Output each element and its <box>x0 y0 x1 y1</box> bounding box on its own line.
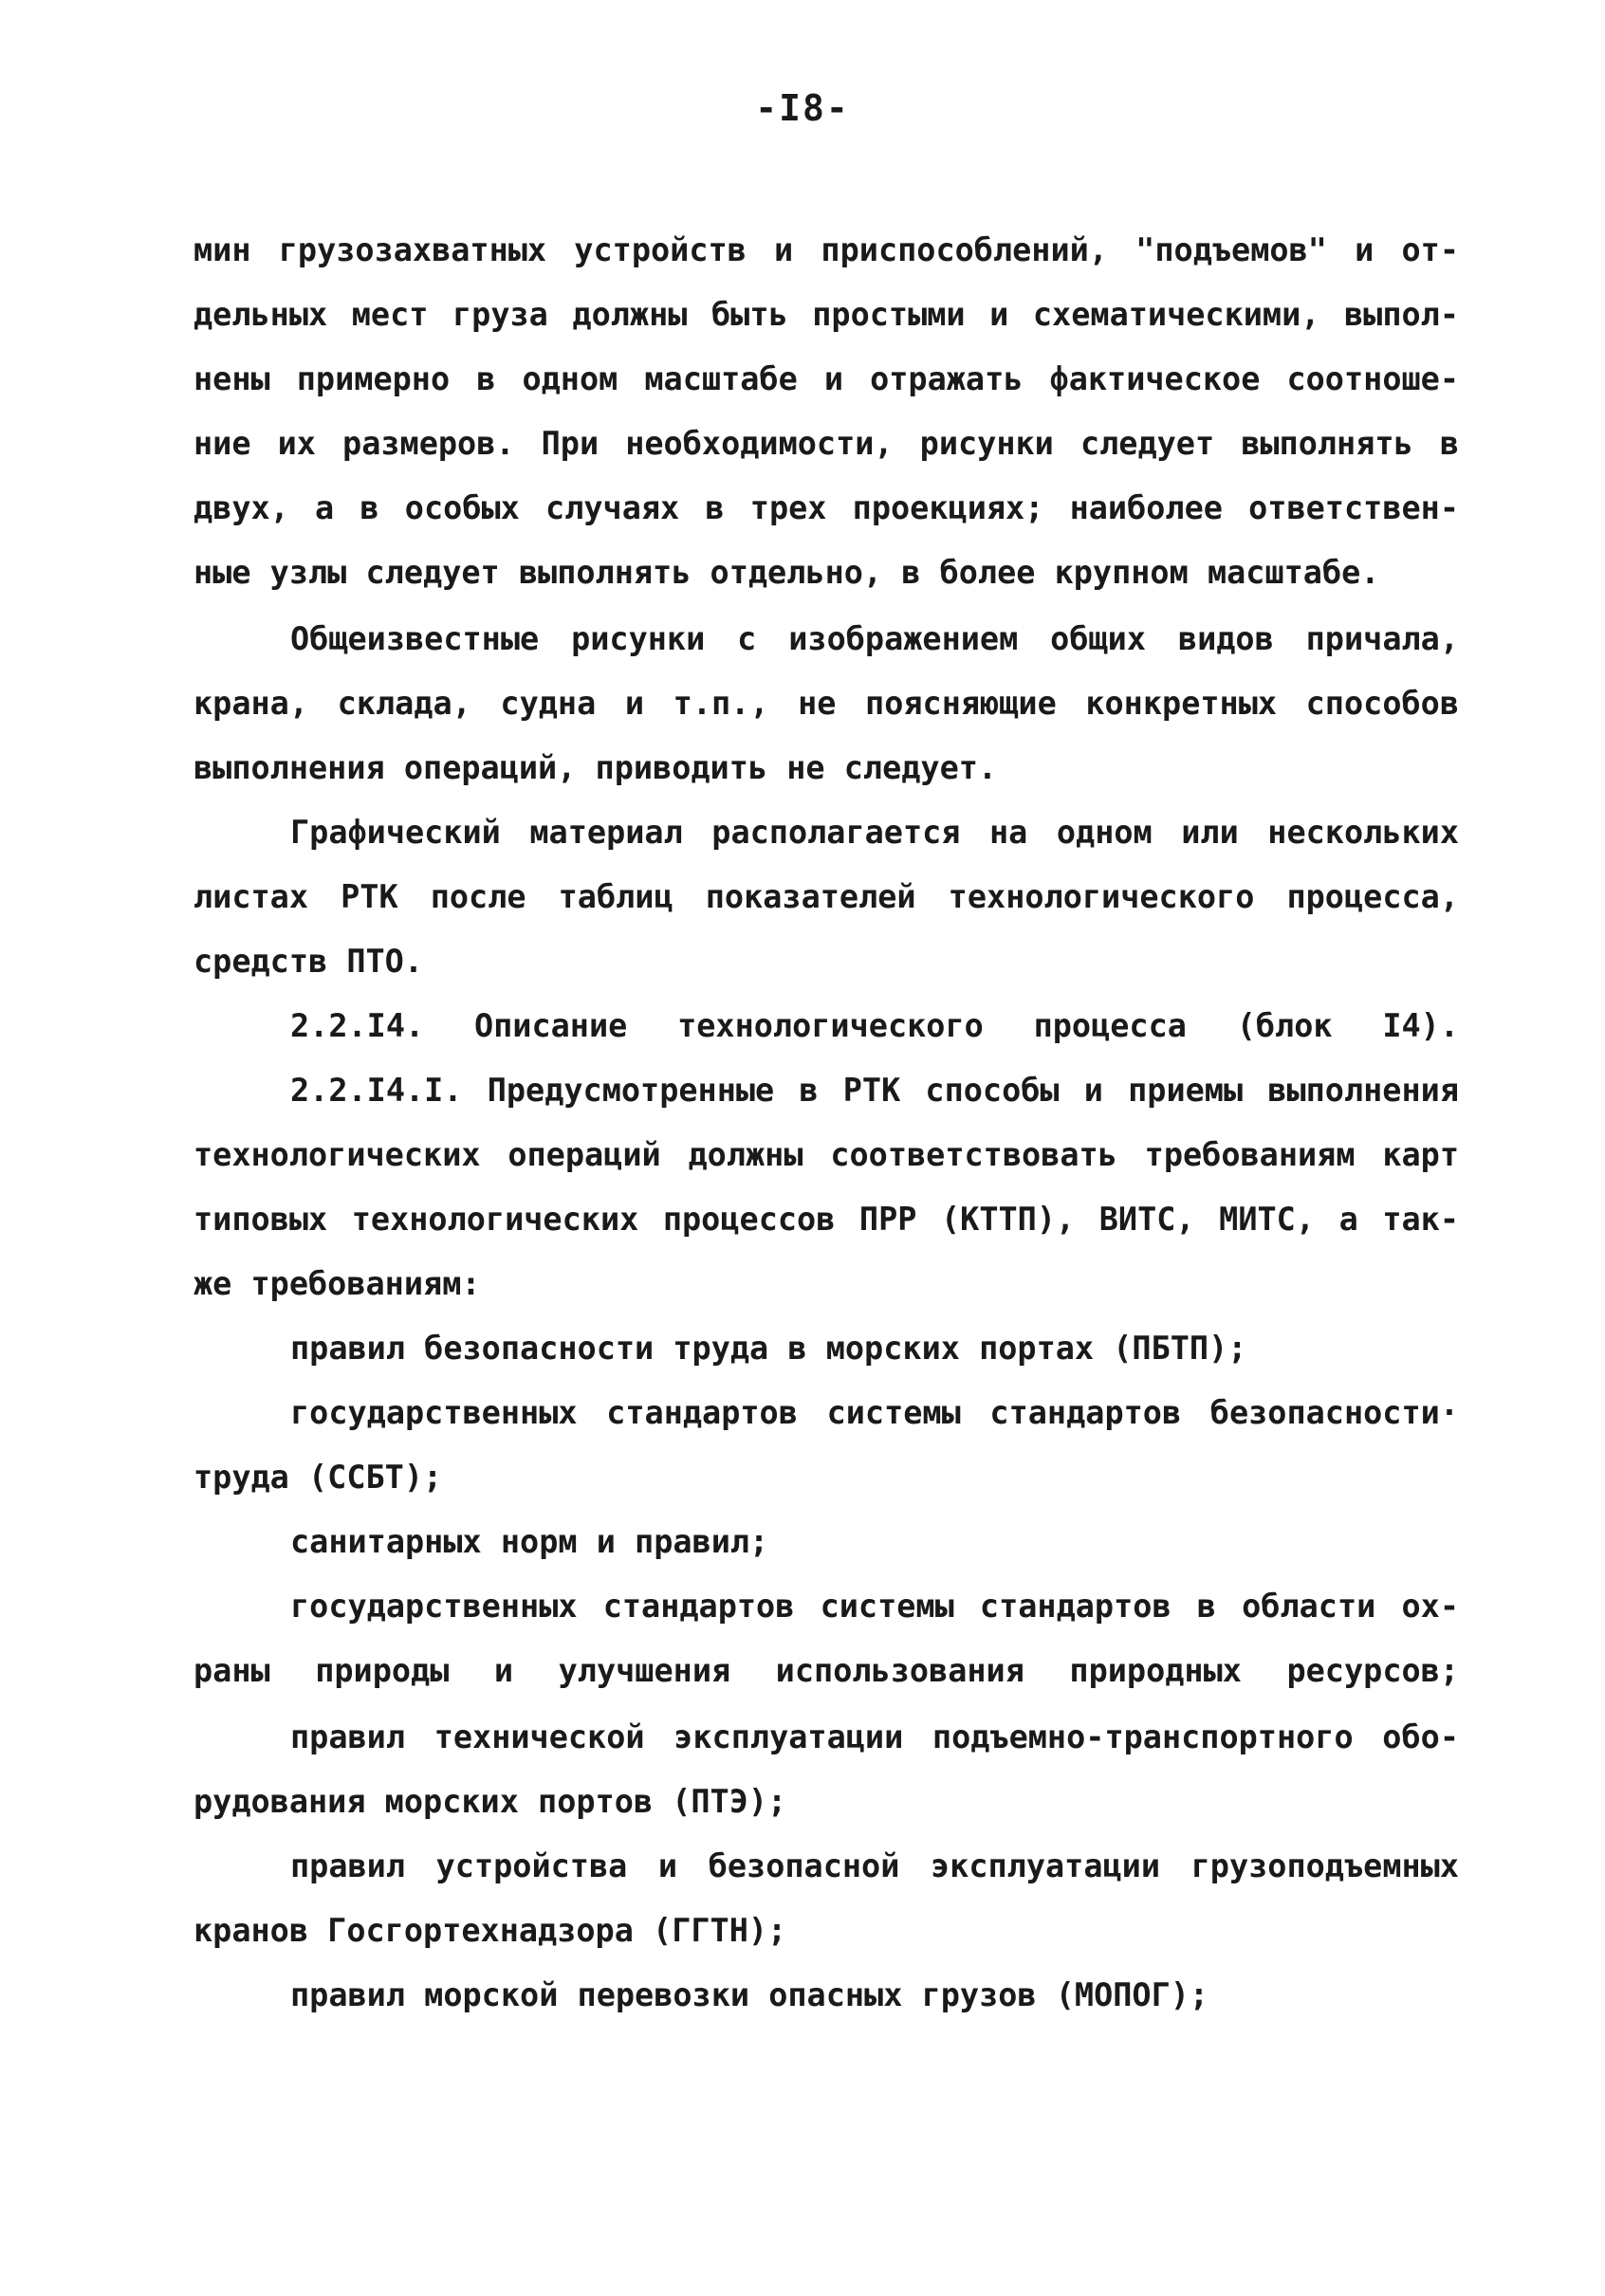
text-line: дельных мест груза должны быть простыми и схематическими, выпол- <box>194 296 1459 333</box>
text-line: Графический материал располагается на одном или нескольких <box>290 814 1459 851</box>
text-line: листах РТК после таблиц показателей технологического процесса, <box>194 878 1459 915</box>
text-line: ние их размеров. При необходимости, рисунки следует выполнять в <box>194 425 1459 462</box>
text-line: нены примерно в одном масштабе и отражать фактическое соотноше- <box>194 360 1459 397</box>
text-line: ные узлы следует выполнять отдельно, в более крупном масштабе. <box>194 554 1380 591</box>
list-item: правил технической эксплуатации подъемно-транспортного обо- <box>290 1718 1459 1755</box>
text-line: средств ПТО. <box>194 943 424 980</box>
text-line: крана, склада, судна и т.п., не поясняющие конкретных способов <box>194 685 1459 722</box>
text-line: раны природы и улучшения использования природных ресурсов; <box>194 1652 1459 1689</box>
list-item: государственных стандартов системы стандартов безопасности· <box>290 1394 1459 1431</box>
list-item: правил морской перевозки опасных грузов (МОПОГ); <box>290 1976 1209 2013</box>
list-item: санитарных норм и правил; <box>290 1523 769 1560</box>
text-line: кранов Госгортехнадзора (ГГТН); <box>194 1912 787 1949</box>
section-heading: 2.2.I4. Описание технологического процесса (блок I4). <box>290 1007 1459 1044</box>
list-item: правил безопасности труда в морских портах (ПБТП); <box>290 1330 1247 1367</box>
text-line: же требованиям: <box>194 1265 481 1302</box>
text-line: 2.2.I4.I. Предусмотренные в РТК способы и приемы выполнения <box>290 1072 1459 1109</box>
list-item: государственных стандартов системы стандартов в области ох- <box>290 1588 1459 1625</box>
text-line: мин грузозахватных устройств и приспособлений, "подъемов" и от- <box>194 231 1459 268</box>
text-line: Общеизвестные рисунки с изображением общих видов причала, <box>290 620 1459 657</box>
list-item: правил устройства и безопасной эксплуатации грузоподъемных <box>290 1847 1459 1884</box>
text-line: двух, а в особых случаях в трех проекциях; наиболее ответствен- <box>194 489 1459 526</box>
text-line: типовых технологических процессов ПРР (КТТП), ВИТС, МИТС, а так- <box>194 1201 1459 1238</box>
text-line: выполнения операций, приводить не следует. <box>194 749 998 786</box>
text-line: рудования морских портов (ПТЭ); <box>194 1783 787 1820</box>
text-line: труда (ССБТ); <box>194 1459 443 1496</box>
page-number: -I8- <box>755 87 850 129</box>
text-line: технологических операций должны соответствовать требованиям карт <box>194 1136 1459 1173</box>
